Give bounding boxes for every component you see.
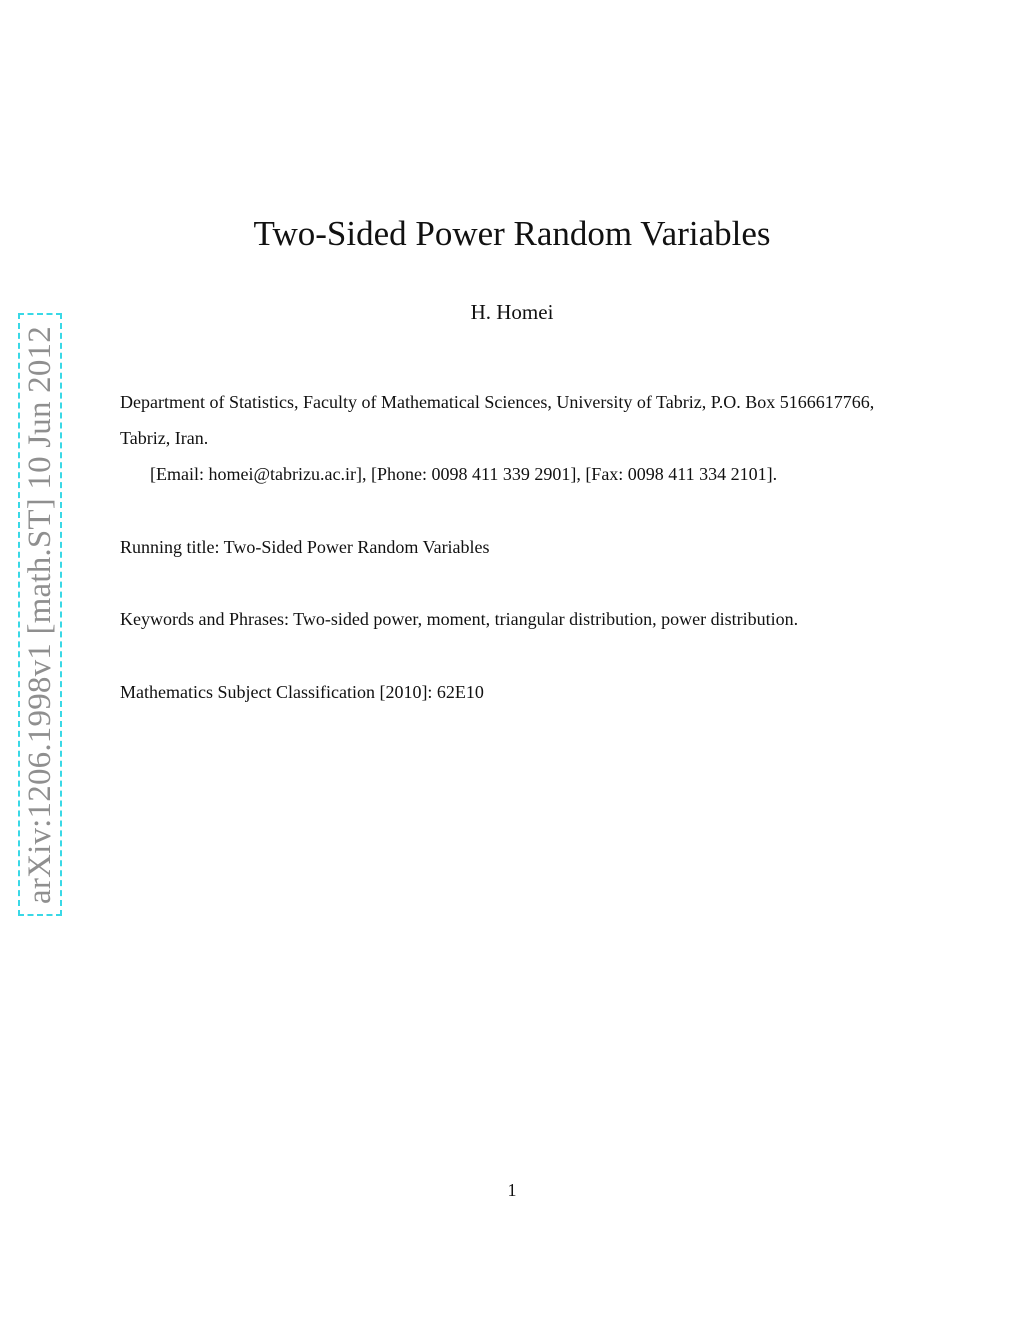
arxiv-stamp-text: arXiv:1206.1998v1 [math.ST] 10 Jun 2012 [22,325,58,904]
contact-info: [Email: homei@tabrizu.ac.ir], [Phone: 0098 411 339 2901], [Fax: 0098 411 334 2101]. [150,464,778,484]
paper-title: Two-Sided Power Random Variables [253,214,771,253]
subject-classification: Mathematics Subject Classification [2010]: 62E10 [120,682,484,702]
author-name: H. Homei [470,300,554,324]
running-title: Running title: Two-Sided Power Random Variables [120,537,490,557]
affiliation-line-1: Department of Statistics, Faculty of Mathematical Sciences, University of Tabriz, P.O. Box 5166617766, [120,392,875,412]
keywords: Keywords and Phrases: Two-sided power, moment, triangular distribution, power distribution. [120,609,799,629]
arxiv-stamp [18,313,62,916]
page-number: 1 [507,1180,517,1200]
affiliation-line-2: Tabriz, Iran. [120,428,209,448]
